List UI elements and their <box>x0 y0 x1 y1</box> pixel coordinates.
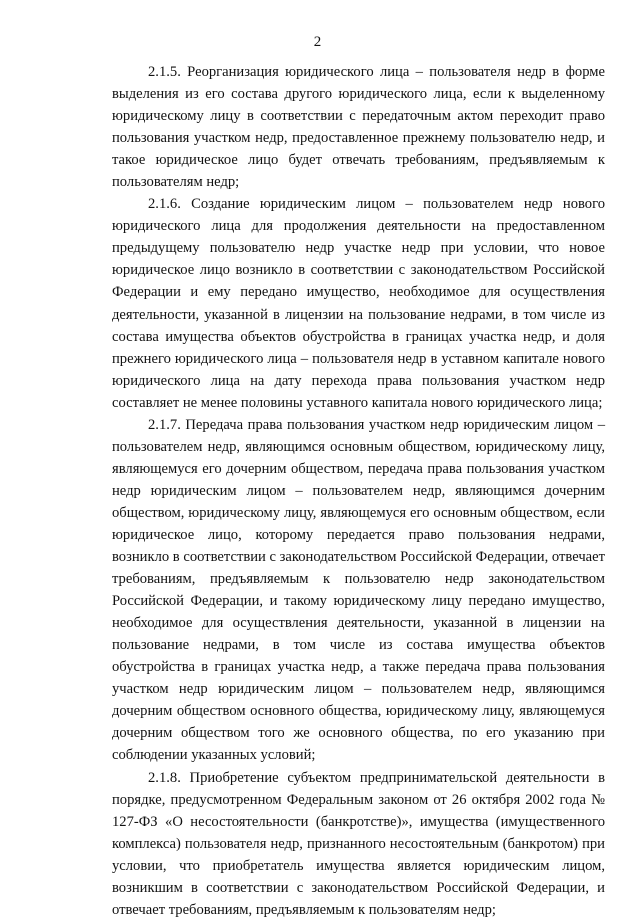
paragraph-2-1-8: 2.1.8. Приобретение субъектом предпринимательской деятельности в порядке, предусмотренном Федеральным законом от 26 октября 2002 года № 127-ФЗ «О несостоятельности (банкротстве)», имущества (имущественного комплекса) пользователя недр, признанного несостоятельным (банкротом) при условии, что приобретатель имущества является юридическим лицом, возникшим в соответствии с законодательством Российской Федерации, и отвечает требованиям, предъявляемым к пользователям недр; <box>112 769 605 918</box>
paragraph-2-1-7: 2.1.7. Передача права пользования участком недр юридическим лицом – пользователем недр, являющимся основным обществом, юридическому лицу, являющемуся его дочерним обществом, передача права пользования участком недр юридическим лицом – пользователем недр, являющимся дочерним обществом, юридическому лицу, являющемуся его основным обществом, если юридическое лицо, которому передается право пользования недрами, возникло в соответствии с законодательством Российской Федерации, отвечает требованиям, предъявляемым к пользователю недр законодательством Российской Федерации, и такому юридическому лицу передано имущество, необходимое для осуществления деятельности, указанной в лицензии на пользование недрами, в том числе из состава имущества объектов обустройства в границах участка недр, а также передача права пользования участком недр юридическим лицом – пользователем недр, являющимся дочерним обществом основного общества, юридическому лицу, являющемуся дочерним обществом того же основного общества, по его указанию при соблюдении указанных условий; <box>112 416 605 764</box>
page-number: 2 <box>313 34 322 50</box>
document-body <box>112 61 605 921</box>
paragraph-2-1-6: 2.1.6. Создание юридическим лицом – пользователем недр нового юридического лица для продолжения деятельности на предоставленном предыдущему пользователю недр участке недр при условии, что новое юридическое лицо возникло в соответствии с законодательством Российской Федерации и ему передано имущество, необходимое для осуществления деятельности, указанной в лицензии на пользование недрами, в том числе из состава имущества объектов обустройства в границах участка недр, и доля прежнего юридического лица – пользователя недр в уставном капитале нового юридического лица на дату перехода права пользования участком недр составляет не менее половины уставного капитала нового юридического лица; <box>112 196 605 411</box>
paragraph-2-1-5: 2.1.5. Реорганизация юридического лица – пользователя недр в форме выделения из его состава другого юридического лица, если к выделенному юридическому лицу в соответствии с передаточным актом переходит право пользования участком недр, предоставленное прежнему пользователю недр, и такое юридическое лицо будет отвечать требованиям, предъявляемым к пользователям недр; <box>112 64 605 191</box>
